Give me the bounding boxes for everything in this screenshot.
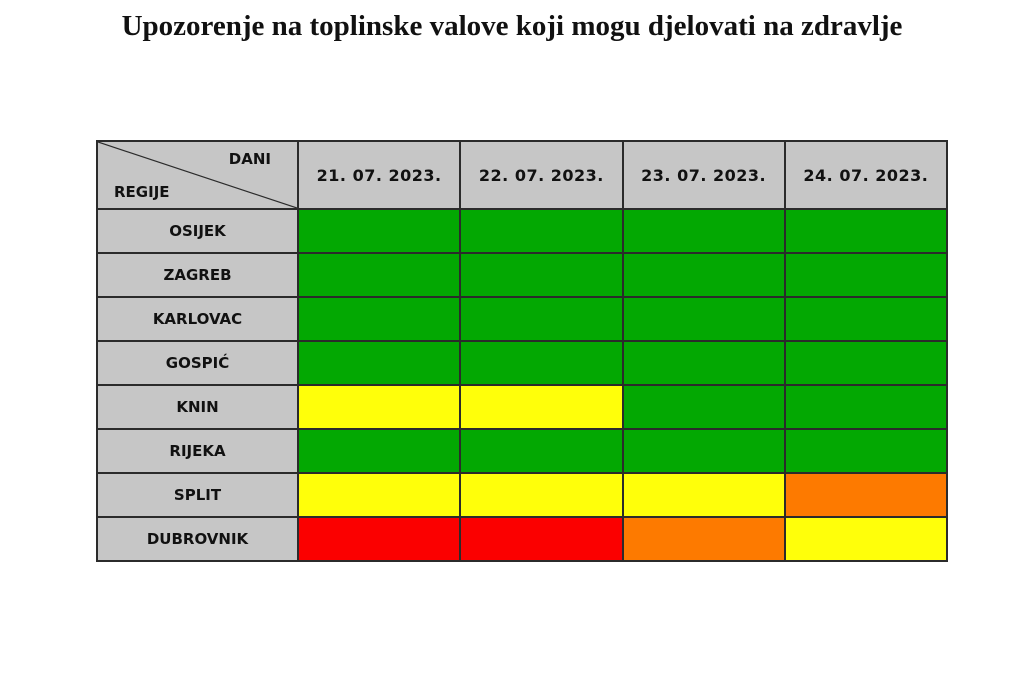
warning-level-cell [785, 517, 947, 561]
table-row [97, 385, 947, 429]
warning-level-cell [785, 385, 947, 429]
warning-level-cell [298, 429, 460, 473]
warning-level-cell [460, 473, 622, 517]
corner-days-label: DANI [228, 150, 271, 168]
warning-level-cell [623, 473, 785, 517]
warning-level-cell [460, 209, 622, 253]
warning-level-cell [298, 253, 460, 297]
region-label: KNIN [97, 385, 298, 429]
day-header: 21. 07. 2023. [298, 141, 460, 209]
warning-level-cell [298, 473, 460, 517]
warning-level-cell [298, 341, 460, 385]
table-row [97, 429, 947, 473]
warning-level-cell [460, 341, 622, 385]
region-label: KARLOVAC [97, 297, 298, 341]
table-row [97, 253, 947, 297]
table-row [97, 341, 947, 385]
warning-level-cell [623, 429, 785, 473]
warning-level-cell [623, 209, 785, 253]
warning-level-cell [623, 517, 785, 561]
day-header: 24. 07. 2023. [785, 141, 947, 209]
warning-level-cell [785, 473, 947, 517]
day-header: 23. 07. 2023. [623, 141, 785, 209]
corner-regions-label: REGIJE [114, 183, 170, 201]
header-row [97, 141, 947, 209]
warning-level-cell [623, 253, 785, 297]
warning-level-cell [460, 385, 622, 429]
region-label: ZAGREB [97, 253, 298, 297]
page-title: Upozorenje na toplinske valove koji mogu djelovati na zdravlje [121, 10, 903, 42]
warning-level-cell [785, 209, 947, 253]
warning-level-cell [298, 209, 460, 253]
table-row [97, 517, 947, 561]
region-label: SPLIT [97, 473, 298, 517]
warning-level-cell [785, 429, 947, 473]
corner-header-cell [97, 141, 298, 209]
heat-warning-table [96, 140, 948, 562]
warning-level-cell [298, 517, 460, 561]
day-header: 22. 07. 2023. [460, 141, 622, 209]
warning-level-cell [785, 297, 947, 341]
warning-level-cell [785, 253, 947, 297]
region-label: GOSPIĆ [97, 341, 298, 385]
region-label: DUBROVNIK [97, 517, 298, 561]
warning-level-cell [298, 297, 460, 341]
table-row [97, 473, 947, 517]
region-label: RIJEKA [97, 429, 298, 473]
warning-level-cell [460, 297, 622, 341]
table-row [97, 297, 947, 341]
warning-level-cell [623, 385, 785, 429]
warning-level-cell [623, 297, 785, 341]
table-row [97, 209, 947, 253]
warning-level-cell [298, 385, 460, 429]
warning-level-cell [460, 517, 622, 561]
warning-level-cell [785, 341, 947, 385]
warning-level-cell [623, 341, 785, 385]
warning-level-cell [460, 429, 622, 473]
region-label: OSIJEK [97, 209, 298, 253]
warning-level-cell [460, 253, 622, 297]
